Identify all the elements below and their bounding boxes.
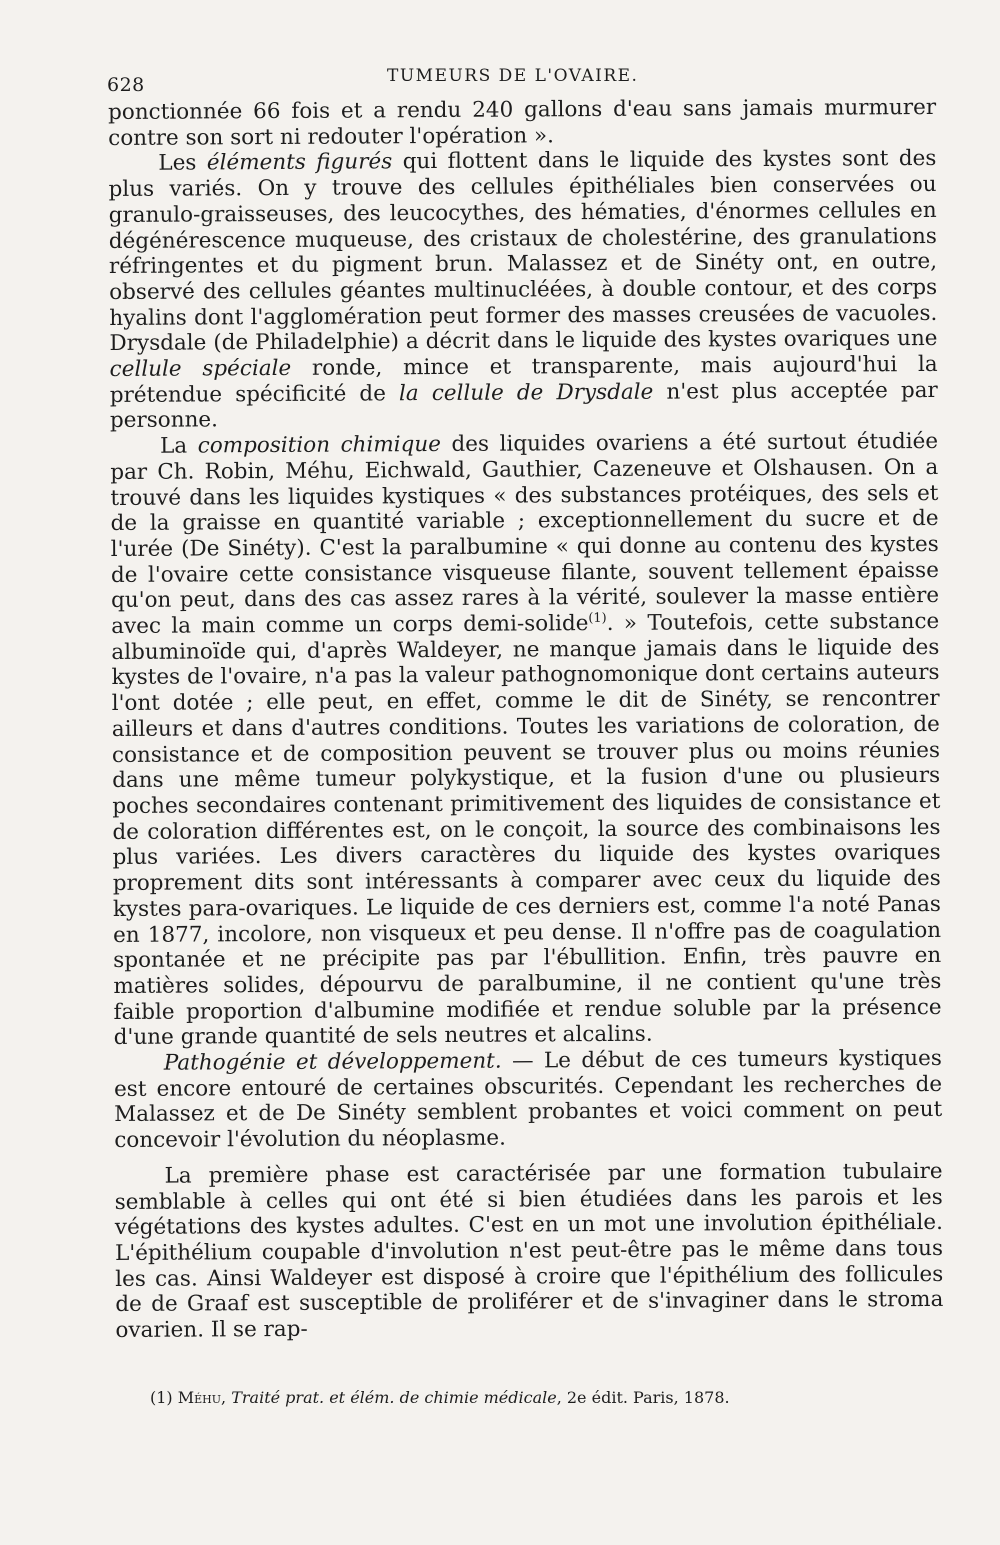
footnote: (1) Méhu, Traité prat. et élém. de chimie médicale, 2e édit. Paris, 1878. <box>150 1388 730 1407</box>
italic-term: cellule spéciale <box>109 355 292 383</box>
footnote-ref: (1) <box>588 610 607 626</box>
italic-term: éléments figurés <box>206 149 393 176</box>
paragraph: La première phase est caractérisée par une formation tubulaire semblable à celles qui ont été si bien étudiées dans les parois et les végétations des kystes adultes. C'est en un mot une involution épithéliale. L'épithélium coupable d'involution n'est peut-être pas le même dans tous les cas. Ainsi Waldeyer est disposé à croire que l'épithélium des follicules de de Graaf est susceptible de proliférer et de s'invaginer dans le stroma ovarien. Il se rap- <box>114 1158 944 1344</box>
body-text <box>108 95 944 1344</box>
italic-term: composition chimique <box>197 432 442 459</box>
footnote-rest: , 2e édit. Paris, 1878. <box>556 1388 730 1407</box>
page-number: 628 <box>107 74 145 96</box>
paragraph <box>108 146 938 434</box>
footnote-marker: (1) <box>150 1388 173 1407</box>
text-run: des liquides ovariens a été surtout étudiée par Ch. Robin, Méhu, Eichwald, Gauthier, Cazeneuve et Olshausen. On a trouvé dans les liquides kystiques « des substances protéiques, des sels et de la graisse en quantité variable ; exceptionnellement du sucre et de l'urée (De Sinéty). C'est la paralbumine « qui donne au contenu des kystes de l'ovaire cette consistance visqueuse filante, souvent tellement épaisse qu'on peut, dans des cas assez rares à la vérité, soulever la masse entière avec la main comme un corps demi-solide <box>110 429 940 640</box>
paragraph: ponctionnée 66 fois et a rendu 240 gallons d'eau sans jamais murmurer contre son sort ni redouter l'opération ». <box>108 94 937 151</box>
italic-term: la cellule de Drysdale <box>398 379 654 406</box>
footnote-title: Traité prat. et élém. de chimie médicale <box>231 1388 557 1407</box>
text-run: La <box>160 433 198 459</box>
text-run: Les <box>158 150 207 177</box>
page-header-title: TUMEURS DE L'OVAIRE. <box>387 66 639 86</box>
italic-term: Pathogénie et développement. <box>163 1048 502 1076</box>
footnote-author: Méhu <box>177 1388 222 1407</box>
text-run: n'est plus acceptée par personne. <box>109 377 938 434</box>
text-run: ronde, mince et transparente, mais aujourd'hui la prétendue spécificité de <box>109 351 938 408</box>
text-run: — Le début de ces tumeurs kystiques est encore entouré de certaines obscurités. Cependant les recherches de Malassez et de De Sinéty semblent probantes et voici comment on peut concevoir l'évolution du néoplasme. <box>113 1045 943 1154</box>
paragraph <box>114 1046 943 1154</box>
paragraph <box>110 429 942 1051</box>
text-run: qui flottent dans le liquide des kystes sont des plus variés. On y trouve des cellules épithéliales bien conservées ou granulo-graisseuses, des leucocythes, des hématies, d'énormes cellules en dégénérescence muqueuse, des cristaux de cholestérine, des granulations réfringentes et du pigment brun. Malassez et de Sinéty ont, en outre, observé des cellules géantes multinucléées, à double contour, et des corps hyalins dont l'agglomération peut former des masses creusées de vacuoles. Drysdale (de Philadelphie) a décrit dans le liquide des kystes ovariques une <box>108 146 938 357</box>
text-run: . » Toutefois, cette substance albuminoïde qui, d'après Waldeyer, ne manque jamais dans le liquide des kystes de l'ovaire, n'a pas la valeur pathognomonique dont certains auteurs l'ont dotée ; elle peut, en effet, comme le dit de Sinéty, se rencontrer ailleurs et dans d'autres conditions. Toutes les variations de coloration, de consistance et de composition peuvent se trouver plus ou moins réunies dans une même tumeur polykystique, et la fusion d'une ou plusieurs poches secondaires contenant primitivement des liquides de consistance et de coloration différentes est, on le conçoit, la source des combinaisons les plus variées. Les divers caractères du liquide des kystes ovariques proprement dits sont intéressants à comparer avec ceux du liquide des kystes para-ovariques. Le liquide de ces derniers est, comme l'a noté Panas en 1877, incolore, non visqueux et peu dense. Il n'offre pas de coagulation spontanée et ne précipite pas par l'ébullition. Enfin, très pauvre en matières solides, dépourvu de paralbumine, il ne contient qu'une très faible proportion d'albumine modifiée et rendue soluble par la présence d'une grande quantité de sels neutres et alcalins. <box>111 608 942 1051</box>
